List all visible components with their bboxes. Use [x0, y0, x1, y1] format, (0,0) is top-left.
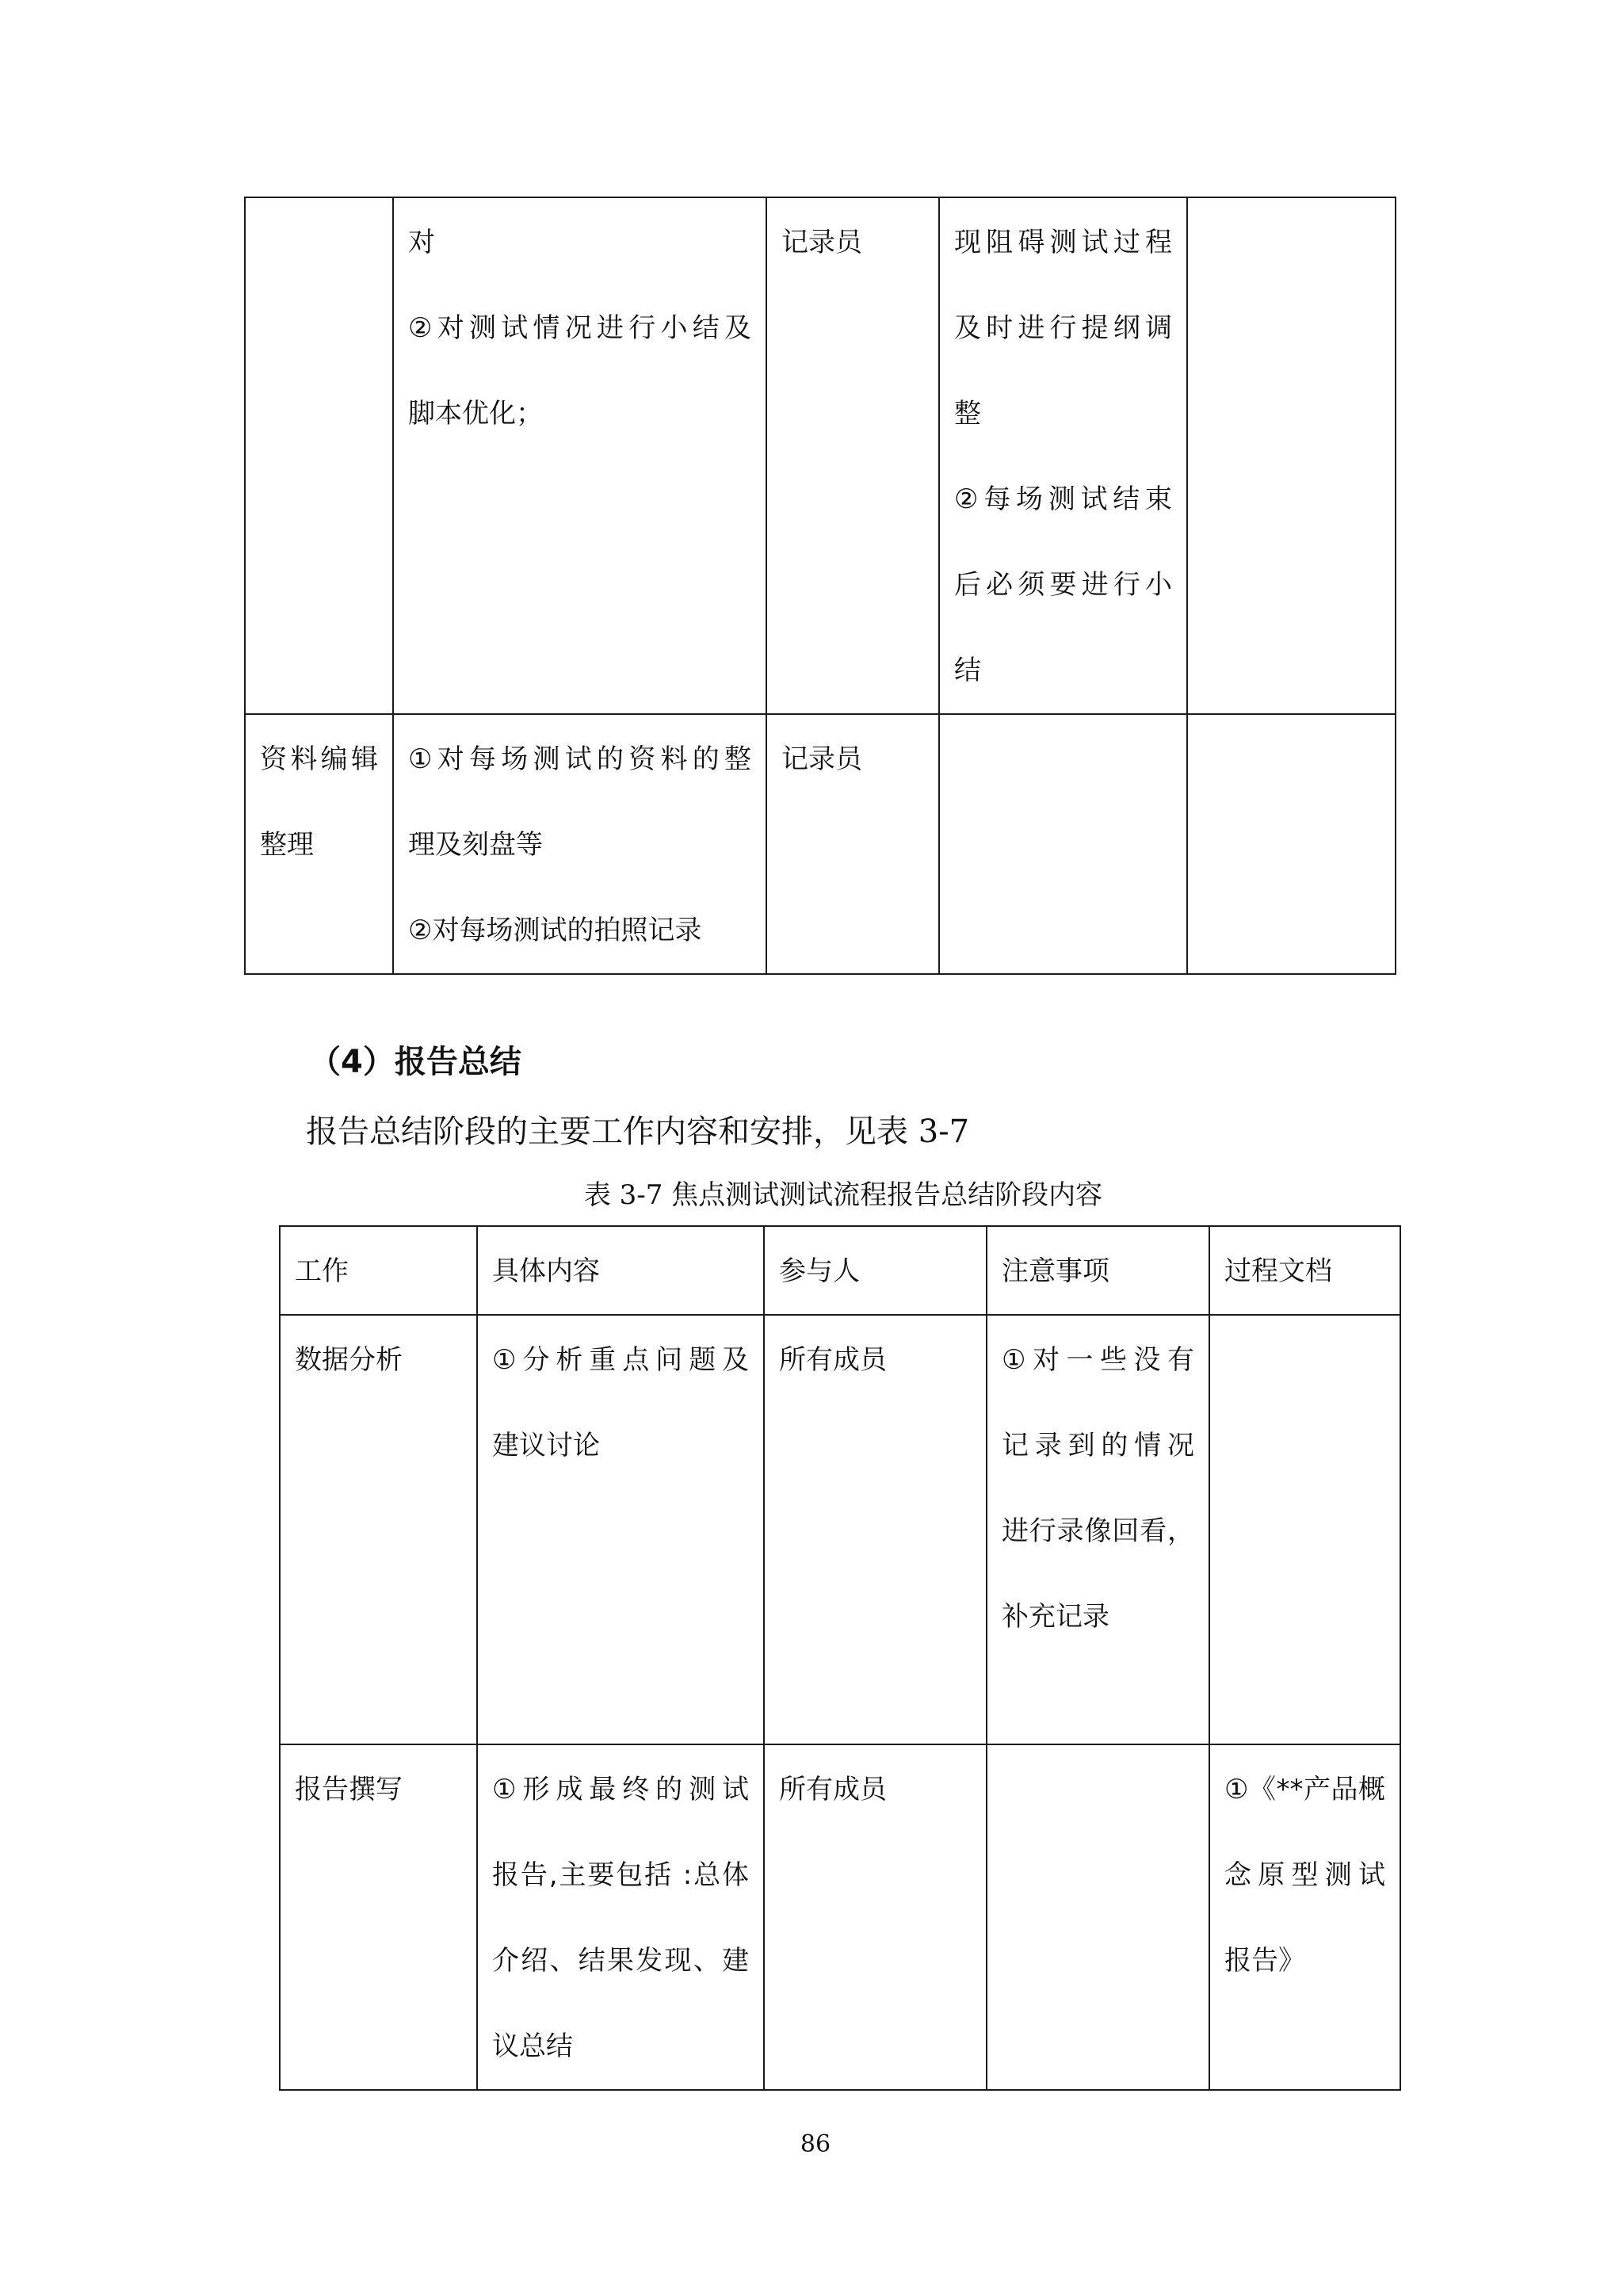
- table-row: [245, 197, 1396, 714]
- process-table-continued: [244, 197, 1396, 975]
- table-header-row: [280, 1226, 1400, 1315]
- header-work: 工作: [280, 1226, 477, 1315]
- cell-content: ①分析重点问题及 建议讨论: [477, 1315, 764, 1744]
- cell-work: 资料编辑 整理: [245, 714, 393, 974]
- cell-participant: 所有成员: [764, 1315, 987, 1744]
- table-caption: 表 3-7 焦点测试测试流程报告总结阶段内容: [583, 1179, 1103, 1211]
- cell-content: 对 ②对测试情况进行小结及 脚本优化；: [393, 197, 766, 714]
- cell-notes: ①对一些没有 记录到的情况 进行录像回看， 补充记录: [987, 1315, 1209, 1744]
- cell-participant: 记录员: [766, 197, 939, 714]
- report-summary-table: [279, 1225, 1401, 2091]
- cell-participant: 记录员: [766, 714, 939, 974]
- header-content: 具体内容: [477, 1226, 764, 1315]
- cell-work: 报告撰写: [280, 1744, 477, 2090]
- cell-content: ①形成最终的测试 报告,主要包括 :总体 介绍、结果发现、建 议总结: [477, 1744, 764, 2090]
- cell-work: [245, 197, 393, 714]
- cell-notes: [939, 714, 1187, 974]
- section-heading: （4）报告总结: [309, 1044, 521, 1080]
- cell-notes: 现阻碍测试过程 及时进行提纲调 整 ②每场测试结束 后必须要进行小 结: [939, 197, 1187, 714]
- cell-docs: [1187, 197, 1396, 714]
- table-row: [280, 1744, 1400, 2090]
- cell-docs: ①《**产品概 念原型测试 报告》: [1209, 1744, 1400, 2090]
- page-number: 86: [800, 2130, 831, 2158]
- cell-participant: 所有成员: [764, 1744, 987, 2090]
- header-notes: 注意事项: [987, 1226, 1209, 1315]
- table-row: [245, 714, 1396, 974]
- table-row: [280, 1315, 1400, 1744]
- section-paragraph: 报告总结阶段的主要工作内容和安排，见表 3-7: [306, 1114, 970, 1150]
- header-docs: 过程文档: [1209, 1226, 1400, 1315]
- cell-work: 数据分析: [280, 1315, 477, 1744]
- cell-docs: [1209, 1315, 1400, 1744]
- cell-docs: [1187, 714, 1396, 974]
- header-participant: 参与人: [764, 1226, 987, 1315]
- cell-notes: [987, 1744, 1209, 2090]
- cell-content: ①对每场测试的资料的整 理及刻盘等 ②对每场测试的拍照记录: [393, 714, 766, 974]
